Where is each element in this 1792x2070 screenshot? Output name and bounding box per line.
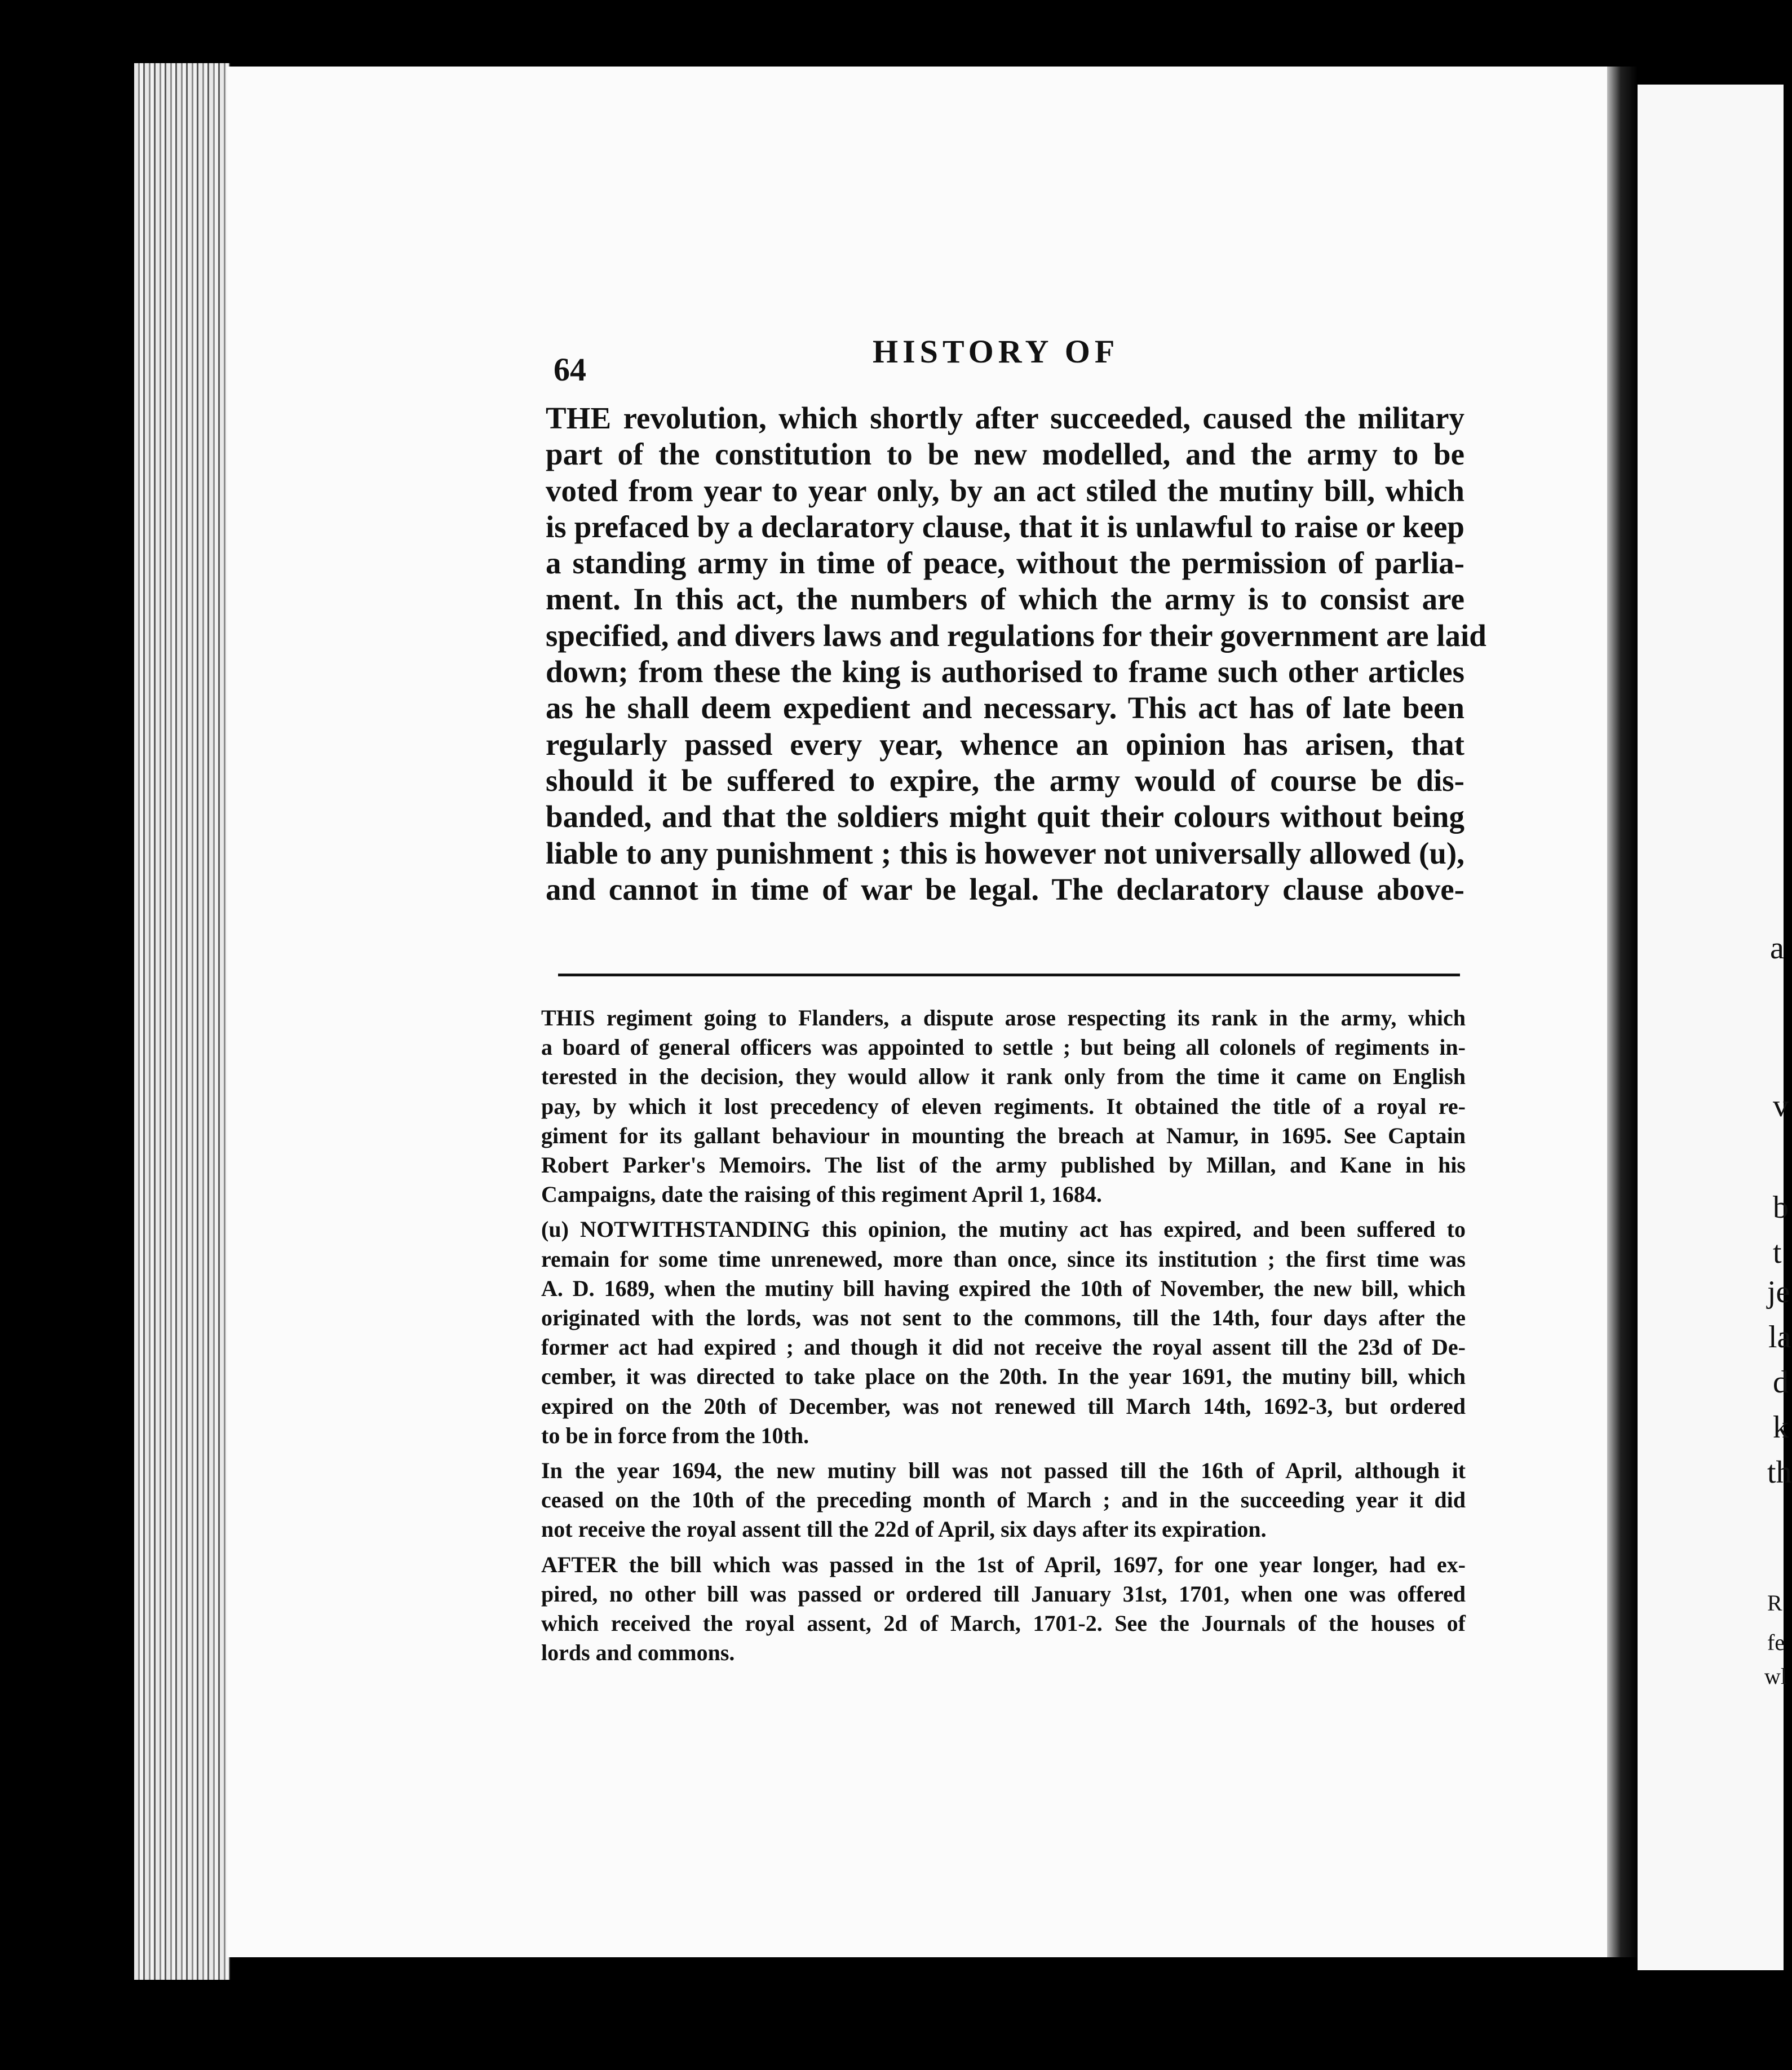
footnote-line: terested in the decision, they would allow it rank only from the time it came on English xyxy=(541,1064,1466,1090)
facing-page-letters xyxy=(1638,85,1792,1970)
footnote-line: AFTER the bill which was passed in the 1st of April, 1697, for one year longer, had ex- xyxy=(541,1551,1466,1577)
body-line: a standing army in time of peace, without the permission of parlia- xyxy=(546,546,1464,581)
facing-glyph: wl xyxy=(1764,1664,1787,1689)
footnote-line: which received the royal assent, 2d of March, 1701-2. See the Journals of the houses of xyxy=(541,1611,1466,1636)
body-line: down; from these the king is authorised to frame such other articles xyxy=(546,654,1464,689)
facing-glyph: je xyxy=(1767,1275,1790,1310)
footnote-line: A. D. 1689, when the mutiny bill having expired the 10th of November, the new bill, which xyxy=(541,1275,1466,1301)
book-page-edges xyxy=(134,63,230,1980)
footnote-rule xyxy=(558,974,1460,976)
footnote-line: a board of general officers was appointed to settle ; but being all colonels of regiments in- xyxy=(541,1034,1466,1060)
facing-glyph: th xyxy=(1767,1455,1792,1490)
footnote-line: THIS regiment going to Flanders, a dispute arose respecting its rank in the army, which xyxy=(541,1005,1466,1030)
body-line: ment. In this act, the numbers of which the army is to consist are xyxy=(546,582,1464,617)
footnote-paragraph xyxy=(541,1550,1466,1668)
facing-glyph: t xyxy=(1773,1235,1782,1270)
footnote-line: remain for some time unrenewed, more than once, since its institution ; the first time was xyxy=(541,1246,1466,1272)
body-line: and cannot in time of war be legal. The declaratory clause above- xyxy=(546,872,1464,906)
facing-page-fragment xyxy=(1638,85,1792,1970)
body-line: THE revolution, which shortly after succeeded, caused the military xyxy=(546,401,1464,435)
page-number: 64 xyxy=(554,351,586,388)
footnote-line: pired, no other bill was passed or ordered till January 31st, 1701, when one was offered xyxy=(541,1581,1466,1607)
facing-glyph: d xyxy=(1773,1365,1789,1400)
facing-glyph: R xyxy=(1767,1590,1782,1616)
footnote-line: Robert Parker's Memoirs. The list of the army published by Millan, and Kane in his xyxy=(541,1152,1466,1178)
body-line: regularly passed every year, whence an opinion has arisen, that xyxy=(546,727,1464,762)
footnote-line: expired on the 20th of December, was not renewed till March 14th, 1692-3, but ordered xyxy=(541,1393,1466,1419)
facing-glyph: k xyxy=(1773,1410,1789,1445)
body-line: is prefaced by a declaratory clause, that it is unlawful to raise or keep xyxy=(546,509,1464,544)
footnote-line: In the year 1694, the new mutiny bill was not passed till the 16th of April, although it xyxy=(541,1458,1466,1484)
facing-glyph: fe xyxy=(1767,1630,1785,1655)
body-line: banded, and that the soldiers might quit their colours without being xyxy=(546,799,1464,834)
facing-glyph: b xyxy=(1773,1190,1789,1225)
footnote-line: pay, by which it lost precedency of eleven regiments. It obtained the title of a royal re- xyxy=(541,1093,1466,1119)
footnote-line: (u) NOTWITHSTANDING this opinion, the mutiny act has expired, and been suffered to xyxy=(541,1217,1466,1242)
gutter-shadow xyxy=(1607,67,1638,1957)
footnote-line: lords and commons. xyxy=(541,1640,735,1666)
facing-glyph: la xyxy=(1768,1320,1791,1355)
footnote-line: cember, it was directed to take place on the 20th. In the year 1691, the mutiny bill, which xyxy=(541,1364,1466,1390)
footnote-line: originated with the lords, was not sent to the commons, till the 14th, four days after the xyxy=(541,1305,1466,1331)
footnote-paragraph xyxy=(541,1003,1466,1209)
footnote-line: former act had expired ; and though it did not receive the royal assent till the 23d of De- xyxy=(541,1334,1466,1360)
footnote-line: giment for its gallant behaviour in mounting the breach at Namur, in 1695. See Captain xyxy=(541,1122,1466,1148)
main-body-text xyxy=(546,400,1486,908)
facing-glyph: v xyxy=(1773,1089,1789,1124)
footnote-line: to be in force from the 10th. xyxy=(541,1422,809,1448)
body-line: part of the constitution to be new modelled, and the army to be xyxy=(546,437,1464,472)
footnote-line: not receive the royal assent till the 22d of April, six days after its expiration. xyxy=(541,1516,1267,1542)
running-title: HISTORY OF xyxy=(873,333,1120,370)
body-line: as he shall deem expedient and necessary. This act has of late been xyxy=(546,691,1464,726)
footnote-line: ceased on the 10th of the preceding month of March ; and in the succeeding year it did xyxy=(541,1487,1466,1513)
body-line: voted from year to year only, by an act stiled the mutiny bill, which xyxy=(546,473,1464,508)
footnote-paragraph xyxy=(541,1456,1466,1545)
footnote-line: Campaigns, date the raising of this regiment April 1, 1684. xyxy=(541,1182,1102,1208)
body-line: liable to any punishment ; this is however not universally allowed (u), xyxy=(546,835,1464,870)
footnotes xyxy=(541,1003,1466,1673)
body-line: specified, and divers laws and regulations for their government are laid xyxy=(546,618,1486,653)
facing-glyph: a xyxy=(1770,931,1784,966)
footnote-paragraph xyxy=(541,1215,1466,1450)
body-line: should it be suffered to expire, the army would of course be dis- xyxy=(546,763,1464,798)
